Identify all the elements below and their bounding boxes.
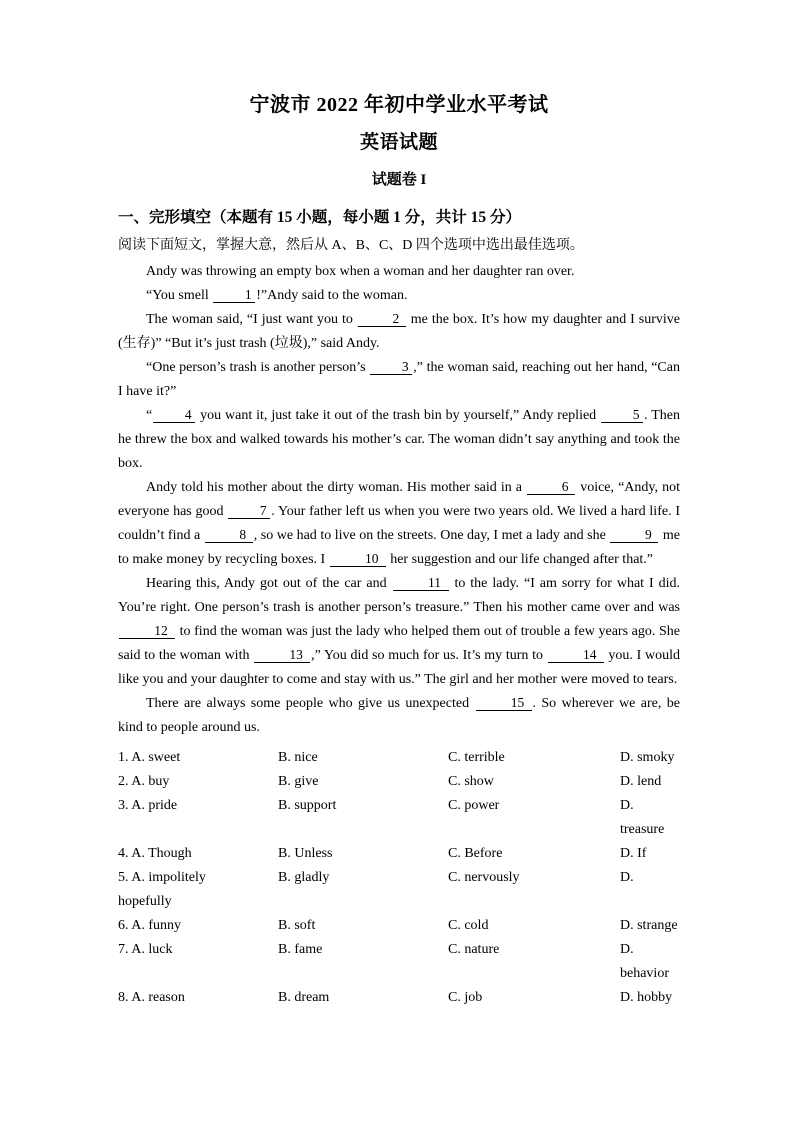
option-choice-d[interactable]: D. If	[620, 846, 647, 861]
option-row	[118, 794, 680, 842]
passage-text: you. I would like you and your daughter to come and stay with us.” The girl and her mother were moved to tears.	[118, 648, 680, 687]
passage-text: “One person’s trash is another person’s	[146, 360, 370, 375]
option-label-a: A. reason	[131, 990, 185, 1005]
cloze-blank-10[interactable]: 10	[330, 551, 386, 567]
passage-text: me to make money by recycling boxes. I	[118, 528, 681, 567]
option-choice-d[interactable]: D. lend	[620, 774, 662, 789]
passage-paragraph-2	[118, 284, 680, 308]
passage-text: !”Andy said to the woman.	[256, 288, 408, 303]
passage-text: Hearing this, Andy got out of the car and	[146, 576, 392, 591]
option-row	[118, 866, 680, 914]
option-choice-c[interactable]: C. job	[448, 990, 483, 1005]
option-row	[118, 842, 680, 866]
passage-text: her suggestion and our life changed after that.”	[386, 552, 654, 567]
option-label-a: A. funny	[131, 918, 182, 933]
option-number: 1.	[118, 750, 129, 765]
option-row	[118, 746, 680, 770]
passage-text: Andy was throwing an empty box when a woman and her daughter ran over.	[146, 264, 575, 279]
section-heading: 一、完形填空（本题有 15 小题，每小题 1 分，共计 15 分）	[118, 209, 522, 226]
option-choice-d[interactable]: D.	[620, 870, 634, 885]
cloze-blank-5[interactable]: 5	[601, 407, 643, 423]
option-choice-d[interactable]: D. smoky	[620, 750, 675, 765]
option-choice-b[interactable]: B. nice	[278, 750, 318, 765]
cloze-blank-4[interactable]: 4	[153, 407, 195, 423]
passage-paragraph-8	[118, 692, 680, 740]
option-number: 7.	[118, 942, 129, 957]
option-choice-a[interactable]	[118, 914, 278, 938]
option-label-a: A. impolitely	[131, 870, 206, 885]
passage-paragraph-7	[118, 572, 680, 692]
passage-text: to the lady. “I am sorry for what I did. You’re right. One person’s trash is another person’s treasure.” Then his mother came over and was	[118, 576, 680, 615]
cloze-blank-13[interactable]: 13	[254, 647, 310, 663]
cloze-blank-11[interactable]: 11	[393, 575, 449, 591]
option-number: 2.	[118, 774, 129, 789]
document-subtitle: 英语试题	[359, 132, 438, 153]
passage-text: , so we had to live on the streets. One day, I met a lady and she	[253, 528, 610, 543]
option-row	[118, 938, 680, 986]
option-choice-c[interactable]: C. nature	[448, 942, 500, 957]
option-choice-a[interactable]	[118, 866, 278, 890]
option-number: 4.	[118, 846, 129, 861]
option-choice-a[interactable]	[118, 842, 278, 866]
cloze-blank-12[interactable]: 12	[119, 623, 175, 639]
option-choice-d[interactable]: D. behavior	[620, 942, 669, 981]
passage-text: Andy told his mother about the dirty woman. His mother said in a	[146, 480, 527, 495]
passage-text: voice, “Andy, not everyone has good	[118, 480, 680, 519]
passage-paragraph-3	[118, 308, 680, 356]
option-choice-b[interactable]: B. dream	[278, 990, 330, 1005]
option-label-a: A. buy	[131, 774, 170, 789]
option-choice-d[interactable]: D. treasure	[620, 798, 665, 837]
option-choice-c[interactable]: C. cold	[448, 918, 489, 933]
cloze-blank-7[interactable]: 7	[228, 503, 270, 519]
option-choice-c[interactable]: C. show	[448, 774, 494, 789]
cloze-blank-14[interactable]: 14	[548, 647, 604, 663]
option-choice-b[interactable]: B. fame	[278, 942, 323, 957]
answer-options-list	[118, 746, 680, 1010]
option-label-a: A. pride	[131, 798, 178, 813]
option-row	[118, 914, 680, 938]
passage-paragraph-5	[118, 404, 680, 476]
option-label-a: A. Though	[131, 846, 192, 861]
option-choice-d-continuation[interactable]: hopefully	[118, 894, 172, 909]
option-choice-d[interactable]: D. hobby	[620, 990, 673, 1005]
passage-text: “You smell	[146, 288, 213, 303]
option-choice-b[interactable]: B. support	[278, 798, 337, 813]
passage-text: There are always some people who give us unexpected	[146, 696, 475, 711]
cloze-passage	[118, 260, 680, 740]
option-choice-c[interactable]: C. Before	[448, 846, 503, 861]
cloze-blank-15[interactable]: 15	[476, 695, 532, 711]
option-number: 8.	[118, 990, 129, 1005]
cloze-blank-9[interactable]: 9	[610, 527, 658, 543]
passage-paragraph-6	[118, 476, 680, 572]
option-row	[118, 986, 680, 1010]
passage-text: . Your father left us when you were two years old. We lived a hard life. I couldn’t find a	[118, 504, 680, 543]
option-number: 6.	[118, 918, 129, 933]
passage-text: “	[146, 408, 153, 423]
passage-paragraph-1	[118, 260, 680, 284]
option-choice-b[interactable]: B. Unless	[278, 846, 333, 861]
section-directions: 阅读下面短文，掌握大意，然后从 A、B、C、D 四个选项中选出最佳选项。	[118, 238, 584, 253]
document-title: 宁波市 2022 年初中学业水平考试	[249, 94, 549, 116]
cloze-blank-2[interactable]: 2	[358, 311, 406, 327]
passage-text: . So wherever we are, be kind to people around us.	[118, 696, 680, 735]
passage-text: . Then he threw the box and walked towards his mother’s car. The woman didn’t say anything and took the box.	[118, 408, 680, 471]
option-label-a: A. sweet	[131, 750, 181, 765]
option-choice-c[interactable]: C. nervously	[448, 870, 520, 885]
passage-text: ,” the woman said, reaching out her hand, “Can I have it?”	[118, 360, 680, 399]
passage-paragraph-4	[118, 356, 680, 404]
cloze-blank-6[interactable]: 6	[527, 479, 575, 495]
option-number: 5.	[118, 870, 129, 885]
passage-text: to find the woman was just the lady who helped them out of trouble a few years ago. She said to the woman with	[118, 624, 680, 663]
option-number: 3.	[118, 798, 129, 813]
cloze-blank-8[interactable]: 8	[205, 527, 253, 543]
option-row	[118, 770, 680, 794]
option-choice-b[interactable]: B. gladly	[278, 870, 330, 885]
cloze-blank-1[interactable]: 1	[213, 287, 255, 303]
option-choice-a[interactable]	[118, 746, 278, 770]
passage-text: you want it, just take it out of the trash bin by yourself,” Andy replied	[196, 408, 601, 423]
option-choice-b[interactable]: B. give	[278, 774, 319, 789]
option-choice-a[interactable]	[118, 938, 278, 962]
passage-text: The woman said, “I just want you to	[146, 312, 357, 327]
paper-label: 试题卷 I	[371, 172, 427, 188]
option-choice-b[interactable]: B. soft	[278, 918, 316, 933]
option-choice-a[interactable]	[118, 770, 278, 794]
cloze-blank-3[interactable]: 3	[370, 359, 412, 375]
passage-text: me the box. It’s how my daughter and I survive (生存)” “But it’s just trash (垃圾),” said Andy.	[118, 312, 680, 351]
option-label-a: A. luck	[131, 942, 173, 957]
option-choice-c[interactable]: C. terrible	[448, 750, 505, 765]
option-choice-d[interactable]: D. strange	[620, 918, 678, 933]
option-choice-a[interactable]	[118, 794, 278, 818]
option-choice-a[interactable]	[118, 986, 278, 1010]
option-choice-c[interactable]: C. power	[448, 798, 500, 813]
passage-text: ,” You did so much for us. It’s my turn to	[311, 648, 547, 663]
